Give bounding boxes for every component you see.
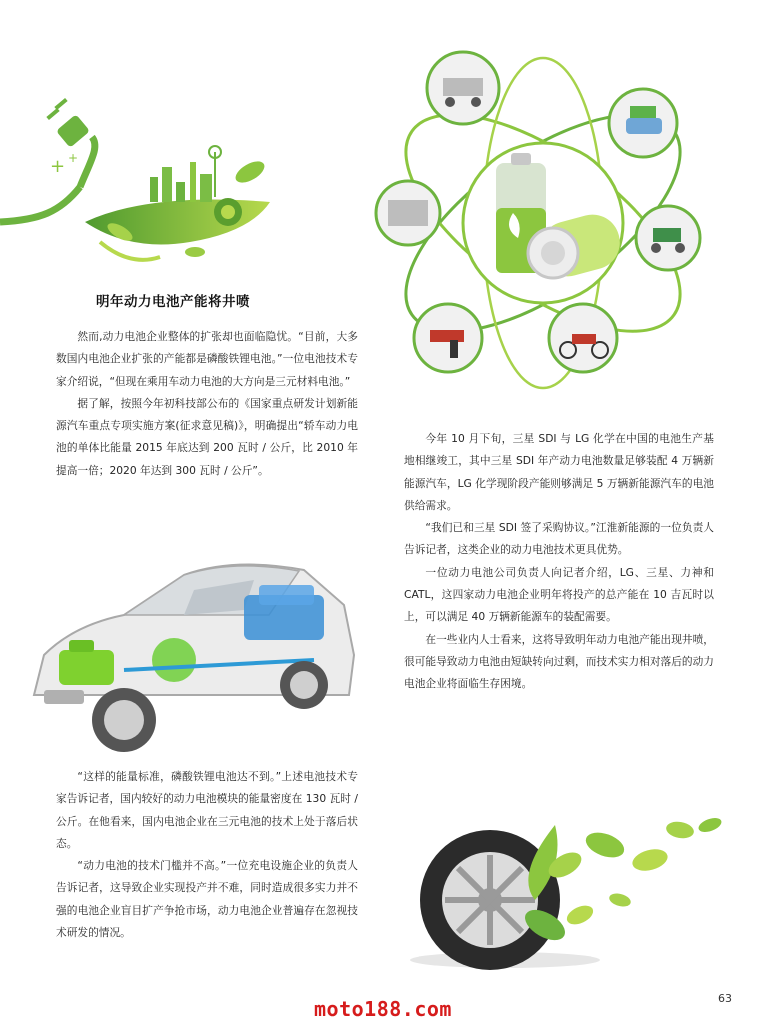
svg-text:+: + (50, 156, 66, 177)
plug-illustration-icon (0, 92, 290, 272)
paragraph: 今年 10 月下旬，三星 SDI 与 LG 化学在中国的电池生产基地相继竣工，其中三星 SDI 年产动力电池数量足够装配 4 万辆新能源汽车，LG 化学现阶段产能则够满足 5 万辆新能源汽车的电池供给需求。 (404, 432, 714, 512)
left-column-top (56, 326, 358, 482)
electric-car-icon (14, 545, 364, 760)
svg-text:+: + (68, 151, 79, 165)
left-column-bottom (56, 766, 358, 944)
paragraph: “这样的能量标准，磷酸铁锂电池达不到。”上述电池技术专家告诉记者，国内较好的动力电池模块的能量密度在 130 瓦时 / 公斤。在他看来，国内电池企业在三元电池的技术上处于落后状态。 (56, 770, 358, 850)
paragraph: “我们已和三星 SDI 签了采购协议。”江淮新能源的一位负责人告诉记者，这类企业的动力电池技术更具优势。 (404, 521, 714, 557)
paragraph: 一位动力电池公司负责人向记者介绍，LG、三星、力神和 CATL，这四家动力电池企业明年将投产的总产能在 10 吉瓦时以上，可以满足 40 万辆新能源车的装配需要。 (404, 565, 714, 624)
paragraph: 据了解，按照今年初科技部公布的《国家重点研发计划新能源汽车重点专项实施方案(征求意见稿)》，明确提出“轿车动力电池的单体比能量 2015 年底达到 200 瓦时 / 公斤，比 2010 年提高一倍；2020 年达到 300 瓦时 / 公斤”。 (56, 396, 358, 477)
right-column (404, 428, 714, 696)
page-number: 63 (718, 992, 732, 1005)
paragraph: 然而,动力电池企业整体的扩张却也面临隐忧。“目前，大多数国内电池企业扩张的产能都是磷酸铁锂电池。”一位电池技术专家介绍说，“但现在乘用车动力电池的大方向是三元材料电池。” (56, 330, 358, 388)
battery-orbit-icon (368, 48, 718, 398)
article-heading: 明年动力电池产能将井喷 (96, 294, 250, 310)
website-footer: moto188.com (314, 997, 452, 1021)
paragraph: 在一些业内人士看来，这将导致明年动力电池产能出现井喷，很可能导致动力电池由短缺转向过剩，而技术实力相对落后的动力电池企业将面临生存困境。 (404, 632, 714, 691)
wheel-with-leaves-icon (405, 805, 725, 975)
paragraph: “动力电池的技术门槛并不高。”一位充电设施企业的负责人告诉记者，这导致企业实现投产并不难，同时造成很多实力并不强的电池企业盲目扩产争抢市场，动力电池企业普遍存在忽视技术研发的情况。 (56, 859, 358, 940)
